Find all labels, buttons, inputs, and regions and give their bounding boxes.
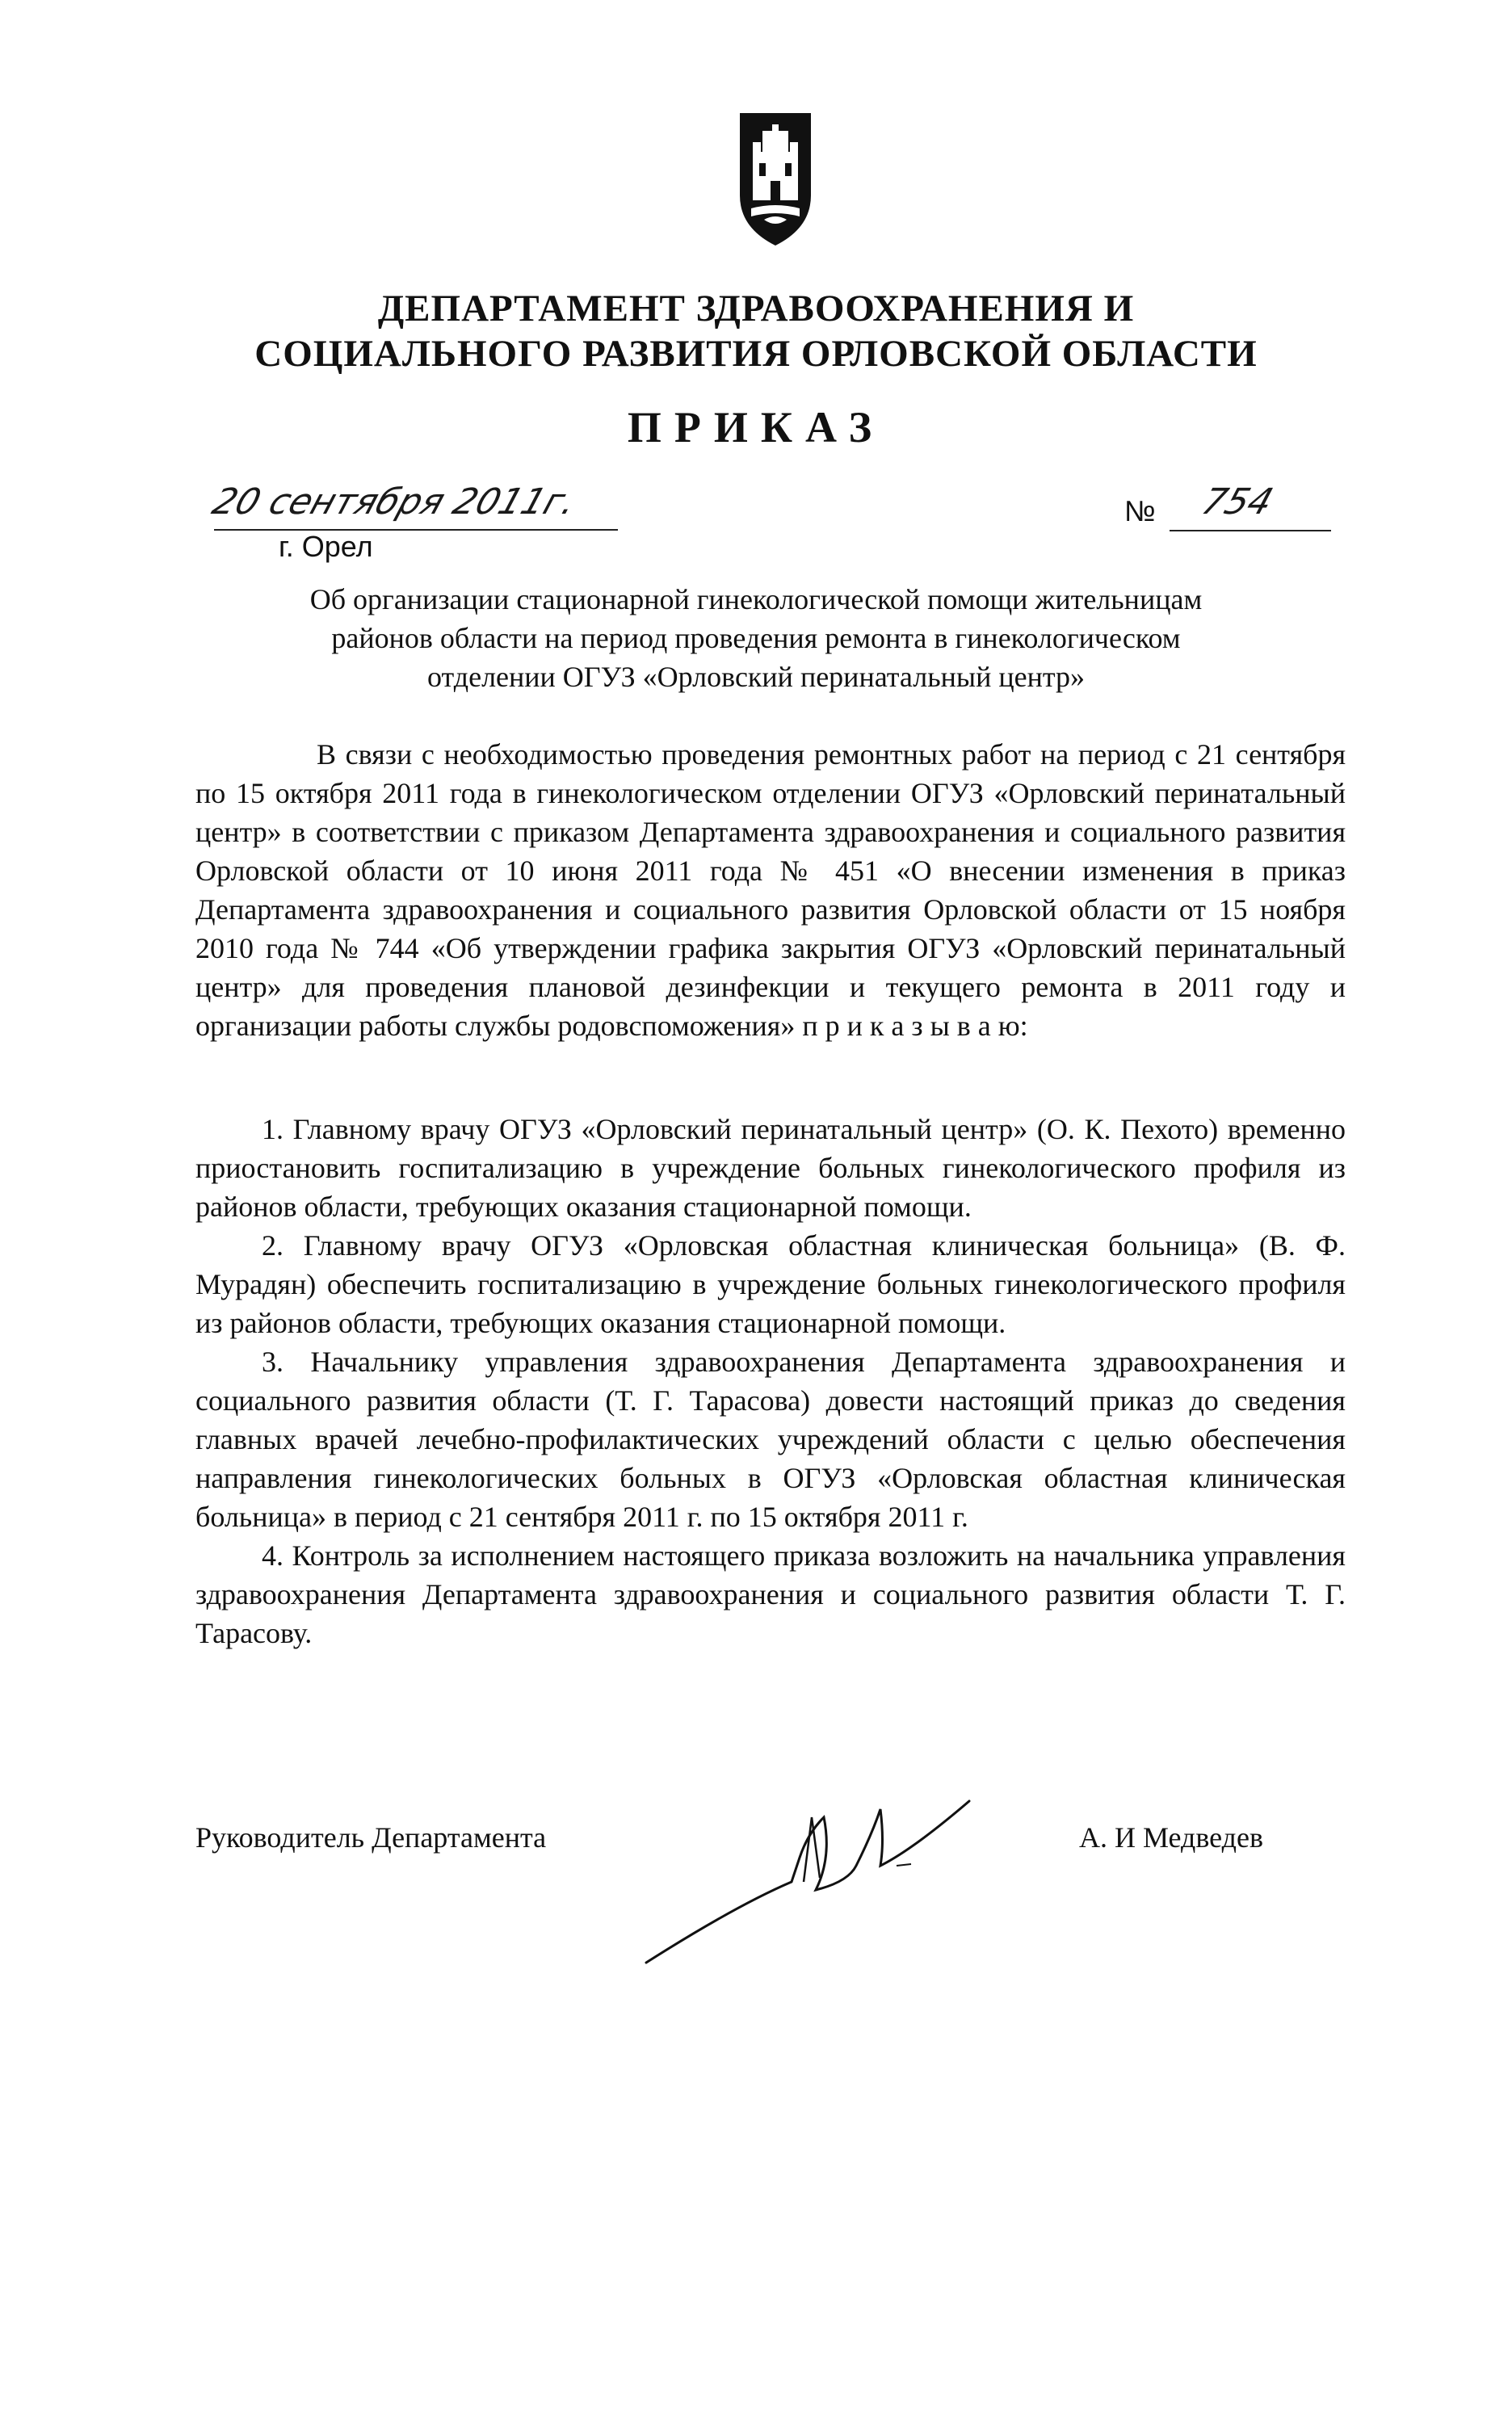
coat-of-arms-emblem	[735, 107, 816, 252]
handwritten-date: 20 сентября 2011г.	[207, 481, 582, 523]
subject-line2: районов области на период проведения ремонта в гинекологическом	[331, 622, 1181, 654]
order-item-1: 1. Главному врачу ОГУЗ «Орловский перинатальный центр» (О. К. Пехото) временно приостановить госпитализацию в учреждение больных гинекологического профиля из районов области, требующих оказания стационарной помощи.	[195, 1113, 1346, 1223]
date-underline	[214, 529, 618, 531]
subject-line1: Об организации стационарной гинекологической помощи жительницам	[309, 583, 1203, 615]
signatory-name: А. И Медведев	[1079, 1821, 1263, 1854]
department-title-line1: ДЕПАРТАМЕНТ ЗДРАВООХРАНЕНИЯ И	[377, 288, 1135, 330]
city-label: г. Орел	[279, 530, 373, 563]
order-item-3: 3. Начальнику управления здравоохранения Департамента здравоохранения и социального развития области (Т. Г. Тарасова) довести настоящий приказ до сведения главных врачей лечебно-профилактических учреждений области с целью обеспечения направления гинекологических больных в ОГУЗ «Орловская областная клиническая больница» в период с 21 сентября 2011 г. по 15 октября 2011 г.	[195, 1346, 1346, 1533]
department-title-line2: СОЦИАЛЬНОГО РАЗВИТИЯ ОРЛОВСКОЙ ОБЛАСТИ	[254, 333, 1258, 375]
handwritten-number: 754	[1196, 481, 1279, 523]
subject-line3: отделении ОГУЗ «Орловский перинатальный центр»	[426, 661, 1086, 693]
preamble-paragraph: В связи с необходимостью проведения ремонтных работ на период с 21 сентября по 15 октября 2011 года в гинекологическом отделении ОГУЗ «Орловский перинатальный центр» в соответствии с приказом Департамента здравоохранения и социального развития Орловской области от 10 июня 2011 года № 451 «О внесении изменения в приказ Департамента здравоохранения и социального развития Орловской области от 15 ноября 2010 года № 744 «Об утверждении графика закрытия ОГУЗ «Орловский перинатальный центр» для проведения плановой дезинфекции и текущего ремонта в 2011 году и организации работы службы родовспоможения» п р и к а з ы в а ю:	[195, 738, 1346, 1042]
handwritten-signature	[638, 1785, 977, 1971]
order-item-4: 4. Контроль за исполнением настоящего приказа возложить на начальника управления здравоохранения Департамента здравоохранения и социального развития области Т. Г. Тарасову.	[195, 1539, 1346, 1649]
order-items	[195, 1110, 1346, 1652]
number-label: №	[1124, 494, 1156, 527]
signatory-position: Руководитель Департамента	[195, 1821, 547, 1854]
number-underline	[1170, 530, 1331, 531]
order-item-2: 2. Главному врачу ОГУЗ «Орловская областная клиническая больница» (В. Ф. Мурадян) обеспечить госпитализацию в учреждение больных гинекологического профиля из районов области, требующих оказания стационарной помощи.	[195, 1229, 1346, 1339]
document-type-heading: ПРИКАЗ	[627, 403, 885, 451]
